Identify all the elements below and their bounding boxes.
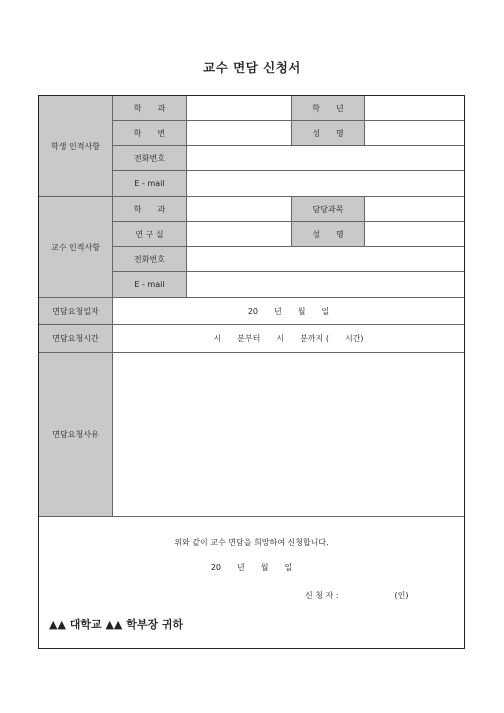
student-name-label: 성 명 xyxy=(292,121,365,146)
request-time-field[interactable]: 시 분부터 시 분까지 ( 시간) xyxy=(113,325,464,353)
request-date-field[interactable]: 20 년 월 일 xyxy=(113,298,464,325)
professor-subject-field[interactable] xyxy=(365,197,464,222)
professor-dept-field[interactable] xyxy=(187,197,292,222)
request-time-label: 면담요청시간 xyxy=(39,325,113,353)
professor-phone-field[interactable] xyxy=(187,247,464,272)
professor-subject-label: 담당과목 xyxy=(292,197,365,222)
professor-office-label: 연 구 실 xyxy=(113,222,187,247)
student-dept-field[interactable] xyxy=(187,96,292,121)
professor-office-field[interactable] xyxy=(187,222,292,247)
student-email-field[interactable] xyxy=(187,171,464,197)
request-reason-label: 면담요청사유 xyxy=(39,353,113,517)
request-reason-field[interactable] xyxy=(113,353,464,517)
student-id-field[interactable] xyxy=(187,121,292,146)
professor-email-field[interactable] xyxy=(187,272,464,298)
student-phone-field[interactable] xyxy=(187,146,464,171)
applicant-signature-line: 신 청 자 : (인) xyxy=(305,591,409,600)
application-form xyxy=(38,95,465,649)
professor-name-label: 성 명 xyxy=(292,222,365,247)
student-name-field[interactable] xyxy=(365,121,464,146)
student-id-label: 학 번 xyxy=(113,121,187,146)
student-year-field[interactable] xyxy=(365,96,464,121)
declaration-statement: 위와 같이 교수 면담을 희망하여 신청합니다. xyxy=(174,538,329,547)
recipient-line: ▲▲ 대학교 ▲▲ 학부장 귀하 xyxy=(49,618,184,631)
page-title: 교수 면담 신청서 xyxy=(203,60,301,75)
professor-dept-label: 학 과 xyxy=(113,197,187,222)
request-date-label: 면담요청일자 xyxy=(39,298,113,325)
student-email-label: E - mail xyxy=(113,171,187,197)
student-dept-label: 학 과 xyxy=(113,96,187,121)
professor-phone-label: 전화번호 xyxy=(113,247,187,272)
professor-email-label: E - mail xyxy=(113,272,187,298)
student-section-label: 학생 인적사항 xyxy=(39,96,113,197)
professor-section-label: 교수 인적사항 xyxy=(39,197,113,298)
student-phone-label: 전화번호 xyxy=(113,146,187,171)
student-year-label: 학 년 xyxy=(292,96,365,121)
professor-name-field[interactable] xyxy=(365,222,464,247)
declaration-date: 20 년 월 일 xyxy=(210,563,293,572)
